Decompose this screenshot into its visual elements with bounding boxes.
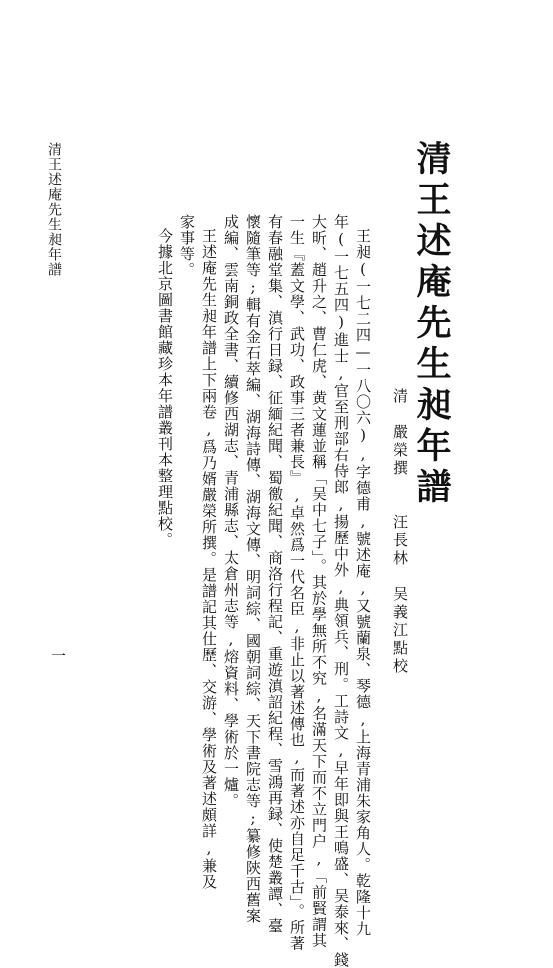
page-title: 清王述庵先生昶年譜 xyxy=(411,140,452,509)
page-number: 一 xyxy=(49,648,67,663)
body-paragraph-column: 大昕、趙升之、曹仁虎、黄文蓮並稱「吴中七子」。其於學無所不究,名滿天下而不立門户,「前賢謂其 xyxy=(310,214,328,949)
body-paragraph-column: 王述庵先生昶年譜上下兩卷,爲乃婿嚴榮所撰。是譜記其仕歷、交游、學術及著述頗詳,兼及 xyxy=(200,228,218,890)
body-paragraph-column: 有春融堂集、滇行日録、征緬紀聞、蜀徼紀聞、商洛行程記、重遊滇詔紀程、雪鴻再録、使楚叢譚、臺 xyxy=(266,214,284,934)
author-editors-line: 清 嚴榮撰 汪長林 吴義江點校 xyxy=(391,388,409,676)
body-paragraph-column: 家事等。 xyxy=(178,214,196,278)
body-paragraph-column: 懷隨筆等;輯有金石萃編、湖海詩傳、湖海文傳、明詞綜、國朝詞綜、天下書院志等;纂修陝西舊案 xyxy=(244,214,262,924)
body-paragraph-column: 成編、雲南銅政全書、續修西湖志、青浦縣志、太倉州志等,熔資料、學術於一爐。 xyxy=(222,214,240,809)
body-paragraph-column: 今據北京圖書館藏珍本年譜叢刊本整理點校。 xyxy=(156,228,174,548)
running-head: 清王述庵先生昶年譜 xyxy=(46,142,62,277)
body-paragraph-column: 一生『蓋文學、武功、政事三者兼長』,卓然爲一代名臣,非止以著述傳也,而著述亦自足千古」。所著 xyxy=(288,214,306,952)
body-paragraph-column: 王昶(一七二四—一八〇六),字德甫,號述庵,又號蘭泉、琴德,上海青浦朱家角人。乾隆十九 xyxy=(354,228,372,937)
body-paragraph-column: 年(一七五四)進士,官至刑部右侍郎,揚歷中外,典領兵、刑。工詩文,早年即與王鳴盛、吴泰來、錢 xyxy=(332,214,350,968)
